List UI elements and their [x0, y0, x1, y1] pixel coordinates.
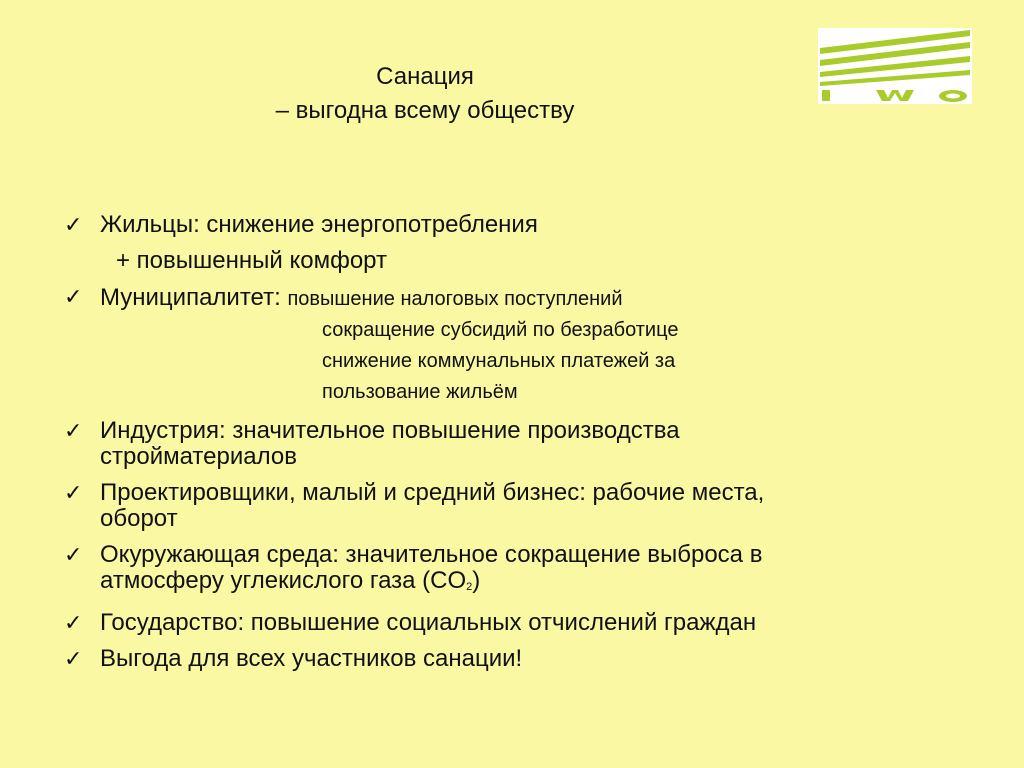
municipality-line-3: снижение коммунальных платежей за: [322, 350, 676, 372]
checkmark-icon: ✓: [64, 646, 83, 671]
list-item-industry: [64, 418, 964, 470]
municipality-line-1: повышение налоговых поступлений: [287, 288, 623, 310]
checkmark-icon: ✓: [64, 418, 83, 443]
title-line-2: – выгодна всему обществу: [275, 97, 575, 124]
designers-line-2: оборот: [100, 505, 178, 532]
municipality-line-4: пользование жильём: [322, 381, 518, 403]
residents-text: Жильцы: снижение энергопотребления: [100, 211, 538, 238]
industry-line-2: стройматериалов: [100, 443, 297, 470]
environment-line-2: [100, 568, 964, 600]
list-item-designers: [64, 480, 964, 532]
environment-line-2-text: атмосферу углекислого газа (CO: [100, 567, 467, 594]
all-participants-text: Выгода для всех участников санации!: [100, 645, 523, 672]
slide-title: [200, 60, 650, 128]
iwo-logo: [818, 28, 972, 104]
designers-line-1: Проектировщики, малый и средний бизнес: рабочие места,: [100, 479, 765, 506]
environment-line-1: Окуружающая среда: значительное сокращение выброса в: [100, 541, 763, 568]
residents-continuation: + повышенный комфорт: [116, 247, 387, 274]
list-item-state: [64, 610, 964, 636]
benefits-list: [64, 212, 964, 682]
title-line-1: Санация: [376, 63, 474, 90]
municipality-label: Муниципалитет:: [100, 284, 288, 311]
list-item-all-participants: [64, 646, 964, 672]
industry-line-1: Индустрия: значительное повышение производства: [100, 417, 680, 444]
list-item-environment: [64, 542, 964, 600]
list-item-municipality: [64, 284, 964, 408]
state-text: Государство: повышение социальных отчислений граждан: [100, 609, 757, 636]
environment-line-2-close: ): [472, 567, 481, 594]
checkmark-icon: ✓: [64, 212, 83, 237]
checkmark-icon: ✓: [64, 610, 83, 635]
checkmark-icon: ✓: [64, 480, 83, 505]
municipality-line-2: сокращение субсидий по безработице: [322, 319, 679, 341]
list-item-residents: [64, 212, 964, 274]
checkmark-icon: ✓: [64, 284, 83, 309]
checkmark-icon: ✓: [64, 542, 83, 567]
co2-subscript: 2: [466, 581, 473, 593]
